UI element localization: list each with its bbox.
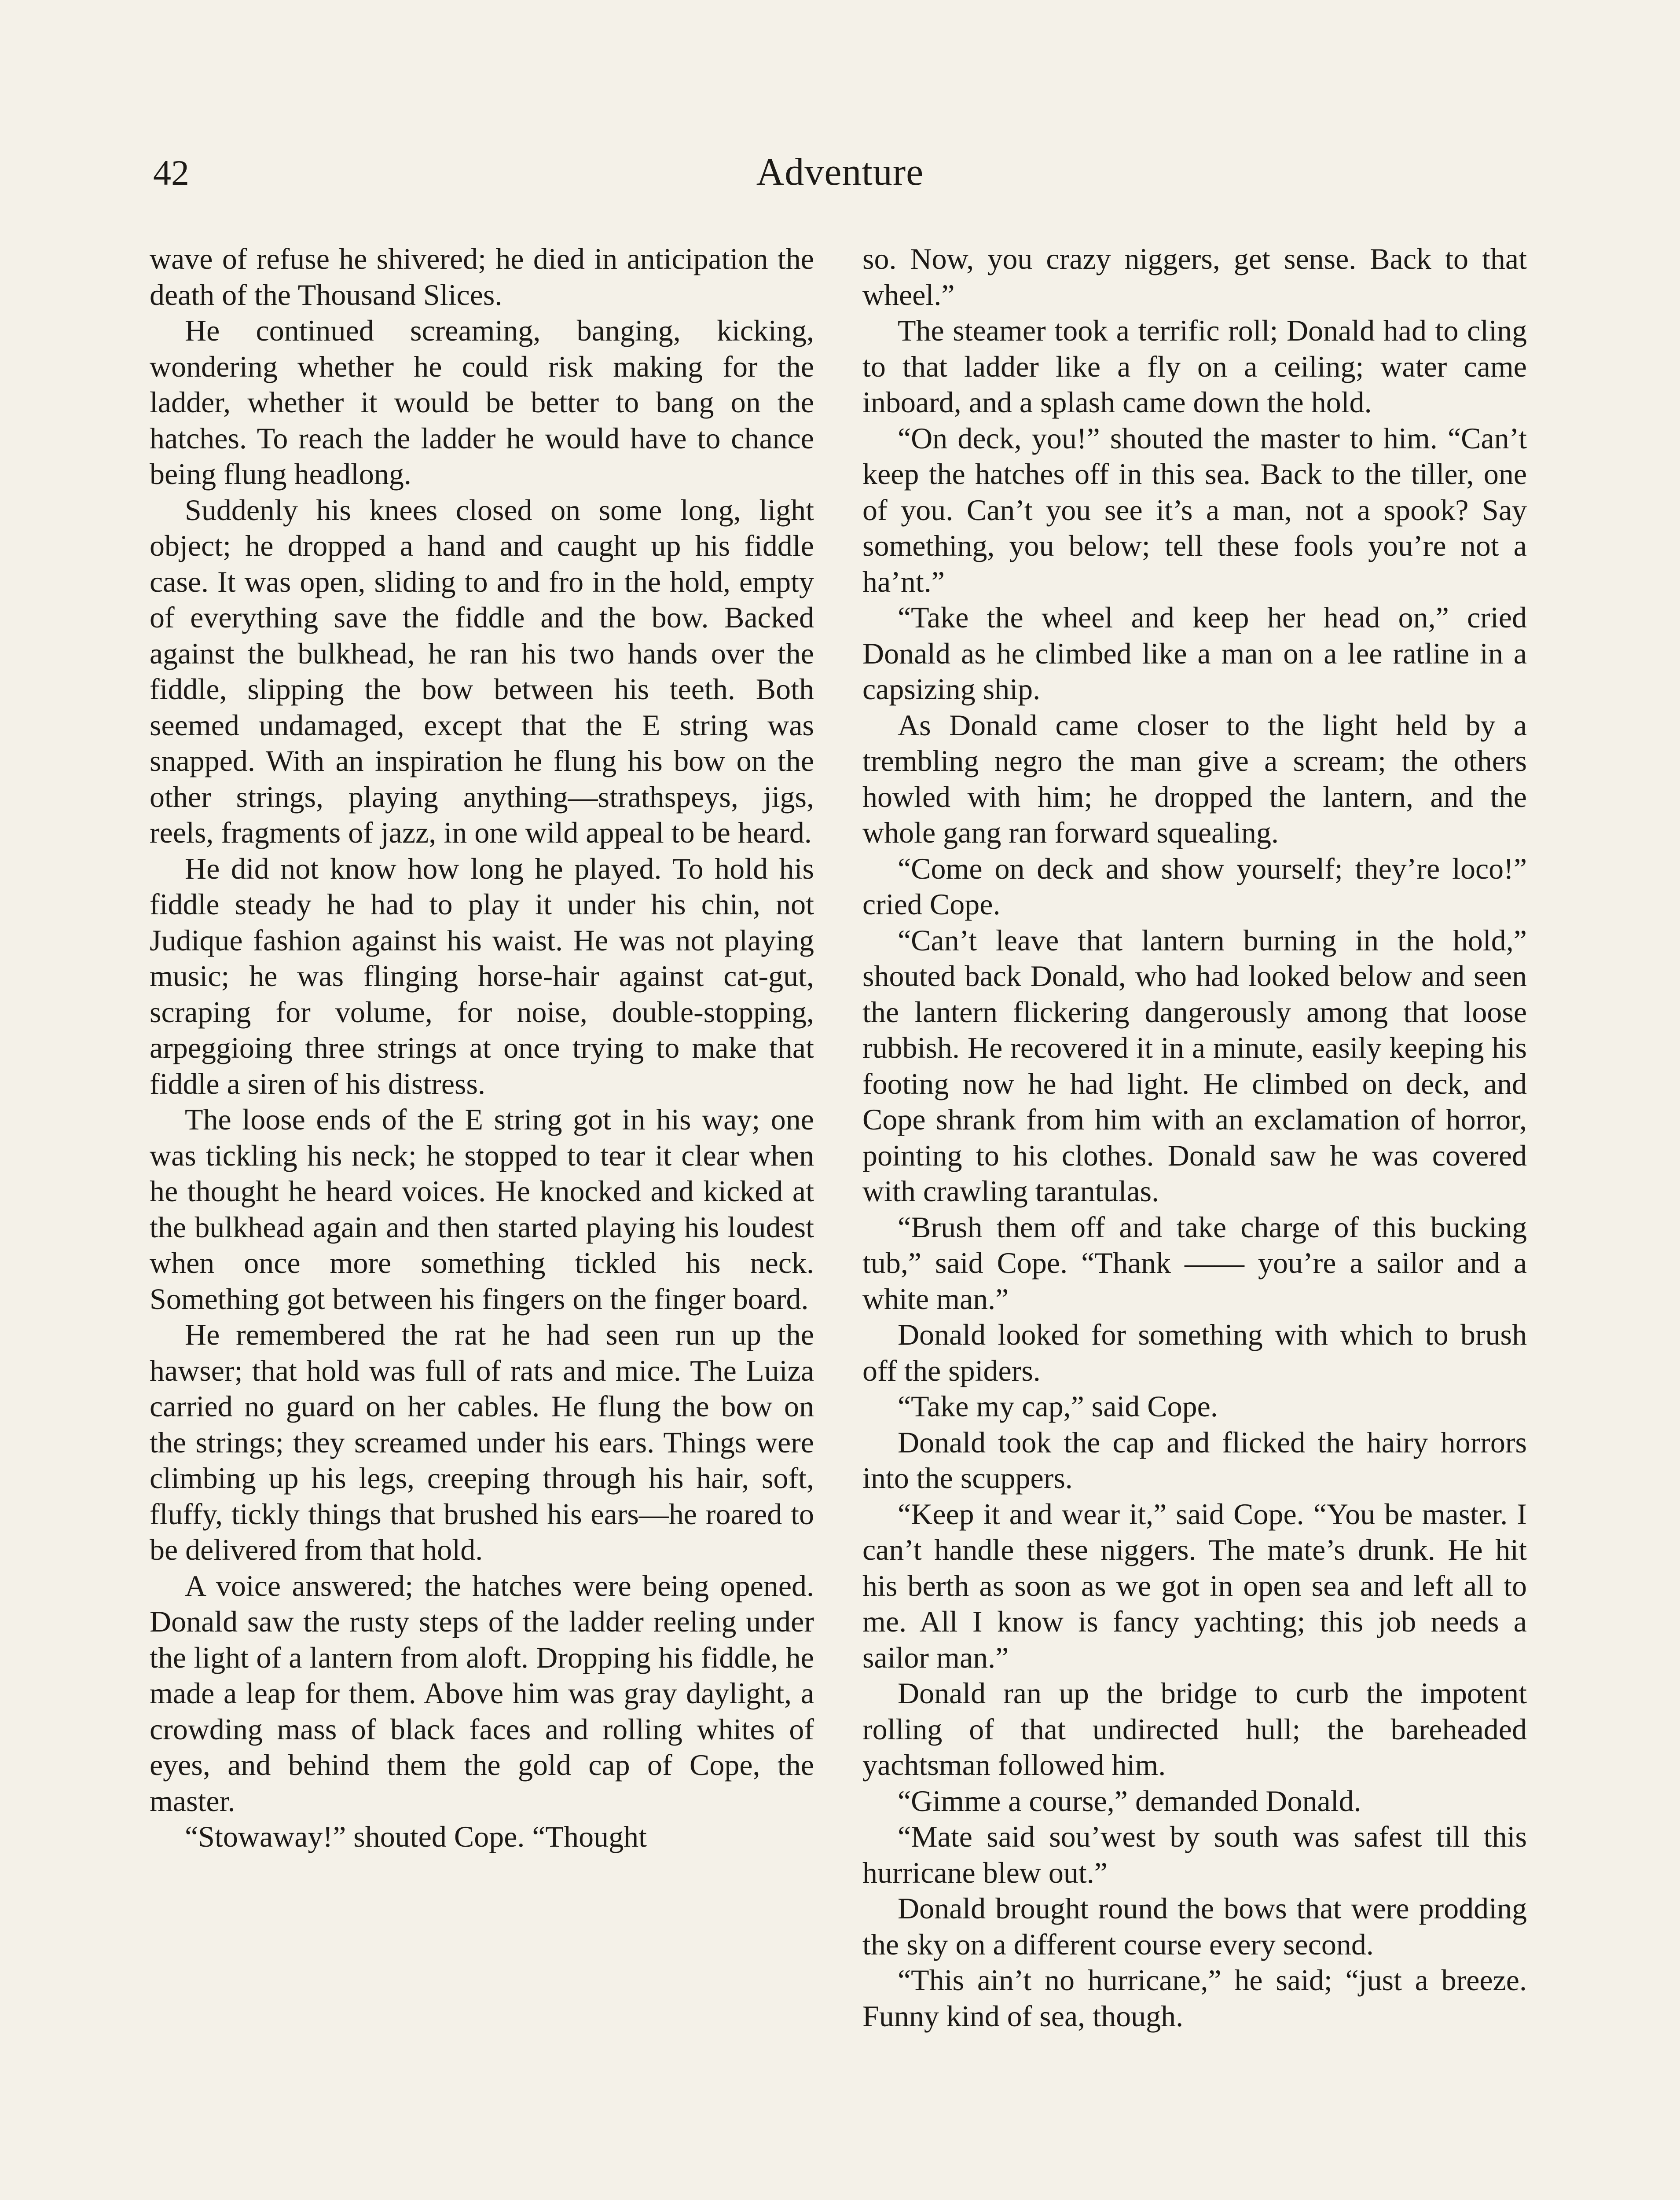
paragraph: “Can’t leave that lantern burning in the hold,” shouted back Donald, who had looked below and seen the lantern flickering dangerously among that loose rubbish. He recovered it in a minute, easily keeping his footing now he had light. He climbed on deck, and Cope shrank from him with an exclamation of horror, pointing to his clothes. Donald saw he was covered with crawling tarantulas. [862,923,1527,1208]
paragraph: “Mate said sou’west by south was safest till this hurricane blew out.” [862,1820,1527,1889]
paragraph: The loose ends of the E string got in his way; one was tickling his neck; he stopped to tear it clear when he thought he heard voices. He knocked and kicked at the bulkhead again and then started playing his loudest when once more something tickled his neck. Something got between his fingers on the finger board. [150,1103,814,1316]
paragraph: “Come on deck and show yourself; they’re loco!” cried Cope. [862,851,1527,921]
paragraph: Suddenly his knees closed on some long, light object; he dropped a hand and caught up his fiddle case. It was open, sliding to and fro in the hold, empty of everything save the fiddle and the bow. Backed against the bulkhead, he ran his two hands over the fiddle, slipping the bow between his teeth. Both seemed undamaged, except that the E string was snapped. With an inspiration he flung his bow on the other strings, playing anything—strathspeys, jigs, reels, fragments of jazz, in one wild appeal to be heard. [150,493,814,849]
right-column [862,241,1527,2034]
paragraph: A voice answered; the hatches were being opened. Donald saw the rusty steps of the ladder reeling under the light of a lantern from aloft. Dropping his fiddle, he made a leap for them. Above him was gray daylight, a crowding mass of black faces and rolling whites of eyes, and behind them the gold cap of Cope, the master. [150,1569,814,1818]
paragraph: He remembered the rat he had seen run up the hawser; that hold was full of rats and mice. The Luiza carried no guard on her cables. He flung the bow on the strings; they screamed under his ears. Things were climbing up his legs, creeping through his hair, soft, fluffy, tickly things that brushed his ears—he roared to be delivered from that hold. [150,1318,814,1566]
paragraph: Donald ran up the bridge to curb the impotent rolling of that undirected hull; the bareheaded yachtsman followed him. [862,1676,1527,1782]
paragraph: so. Now, you crazy niggers, get sense. Back to that wheel.” [862,242,1527,312]
paragraph: “Stowaway!” shouted Cope. “Thought [185,1820,647,1853]
paragraph: “Gimme a course,” demanded Donald. [898,1784,1361,1818]
paragraph: As Donald came closer to the light held by a trembling negro the man give a scream; the others howled with him; he dropped the lantern, and the whole gang ran forward squealing. [862,708,1527,849]
paragraph: “Take the wheel and keep her head on,” cried Donald as he climbed like a man on a lee ratline in a capsizing ship. [862,601,1527,706]
page-number: 42 [153,153,189,193]
left-column [150,241,814,1855]
paragraph: Donald looked for something with which to brush off the spiders. [862,1318,1527,1387]
paragraph: “Take my cap,” said Cope. [898,1390,1218,1423]
paragraph: “Brush them off and take charge of this bucking tub,” said Cope. “Thank —— you’re a sailor and a white man.” [862,1210,1527,1316]
paragraph: wave of refuse he shivered; he died in anticipation the death of the Thousand Slices. [150,242,814,312]
magazine-title: Adventure [756,151,924,194]
paragraph: He continued screaming, banging, kicking, wondering whether he could risk making for the ladder, whether it would be better to bang on the hatches. To reach the ladder he would have to chance being flung headlong. [150,314,814,491]
paragraph: “Keep it and wear it,” said Cope. “You be master. I can’t handle these niggers. The mate’s drunk. He hit his berth as soon as we got in open sea and left all to me. All I know is fancy yachting; this job needs a sailor man.” [862,1497,1527,1674]
paragraph: Donald took the cap and flicked the hairy horrors into the scuppers. [862,1425,1527,1495]
paragraph: “This ain’t no hurricane,” he said; “just a breeze. Funny kind of sea, though. [862,1963,1527,2033]
paragraph: He did not know how long he played. To hold his fiddle steady he had to play it under his chin, not Judique fashion against his waist. He was not playing music; he was flinging horse-hair against cat-gut, scraping for volume, for noise, double-stopping, arpeggioing three strings at once trying to make that fiddle a siren of his distress. [150,851,814,1100]
paragraph: “On deck, you!” shouted the master to him. “Can’t keep the hatches off in this sea. Back to the tiller, one of you. Can’t you see it’s a man, not a spook? Say something, you below; tell these fools you’re not a ha’nt.” [862,421,1527,598]
paragraph: Donald brought round the bows that were prodding the sky on a different course every second. [862,1892,1527,1961]
paragraph: The steamer took a terrific roll; Donald had to cling to that ladder like a fly on a ceiling; water came inboard, and a splash came down the hold. [862,314,1527,419]
